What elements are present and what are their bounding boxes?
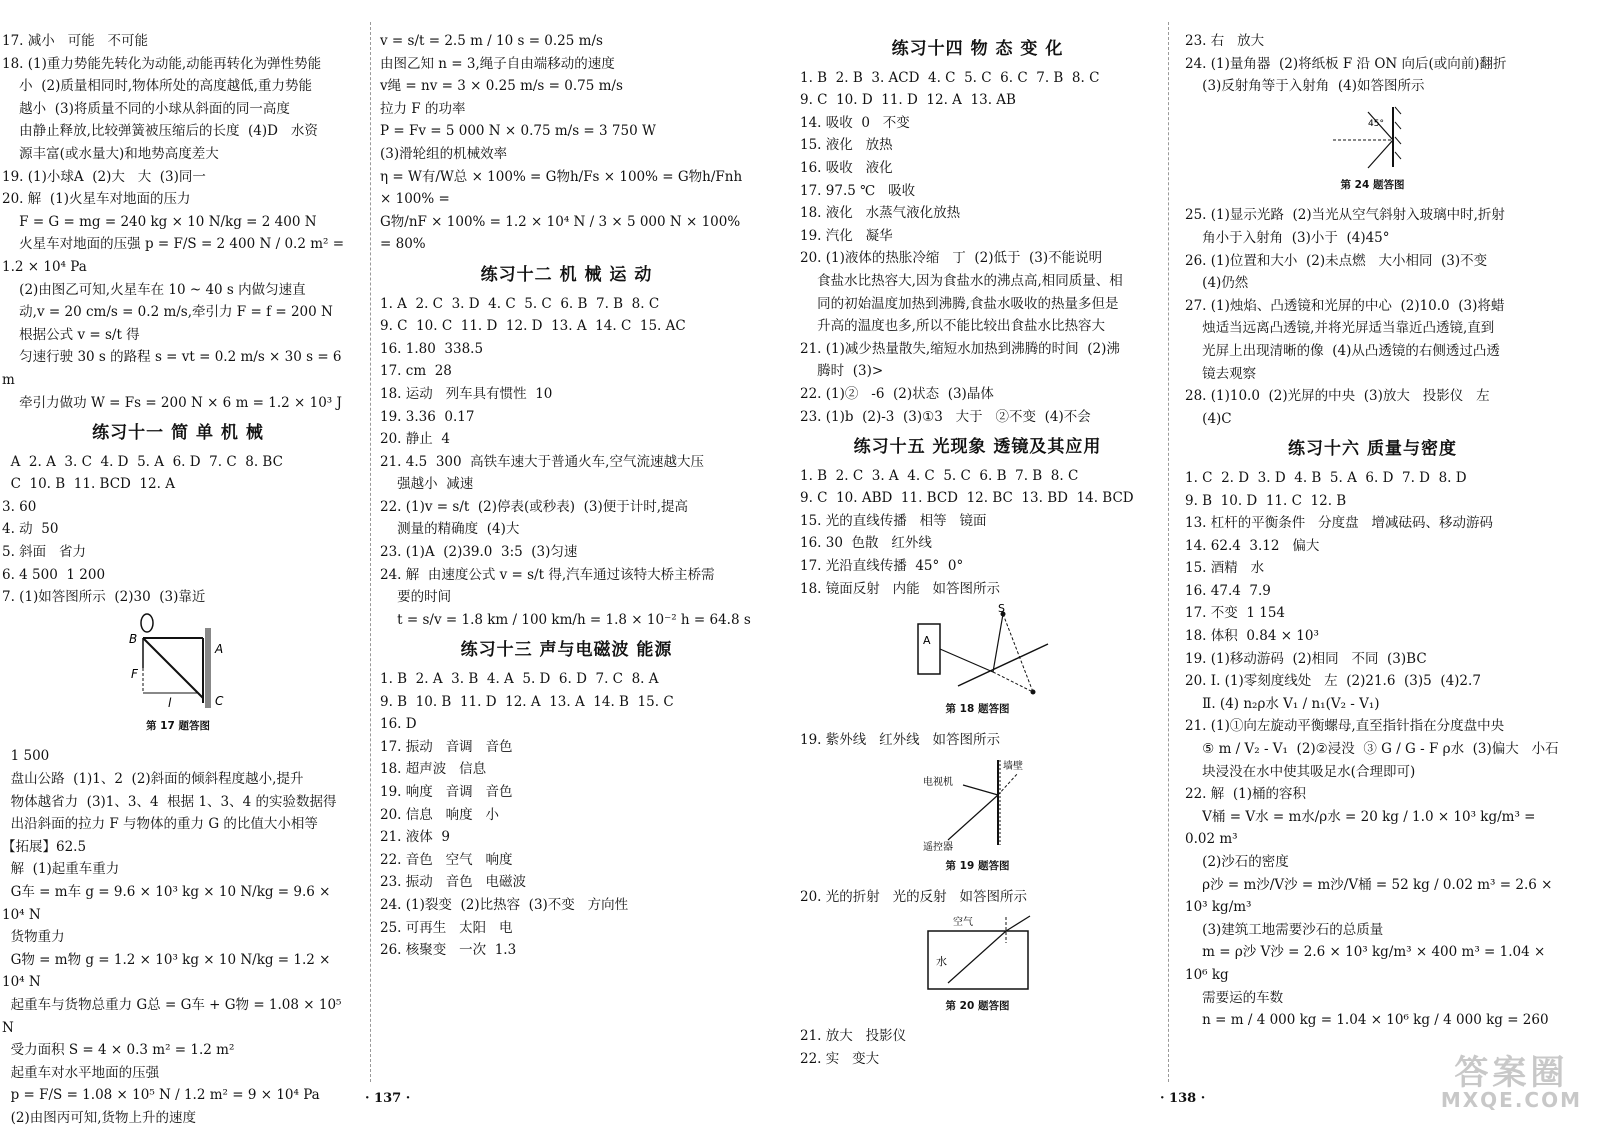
answer-line: 16. 吸收 液化 — [800, 159, 893, 176]
answer-line: 22. 解 (1)桶的容积 — [1185, 786, 1306, 803]
fig19-label-wall: 墙壁 — [1002, 761, 1023, 773]
answer-line: 19. (1)移动游码 (2)相同 不同 (3)BC — [1185, 650, 1427, 667]
fig17-label-b: B — [129, 631, 138, 646]
answer-line: 27. (1)烛焰、凸透镜和光屏的中心 (2)10.0 (3)将蜡 — [1185, 297, 1505, 314]
watermark-line-1: 答案圈 — [1454, 1053, 1569, 1093]
answer-line: 7. (1)如答图所示 (2)30 (3)靠近 — [2, 589, 206, 606]
answer-line: 26. (1)位置和大小 (2)未点燃 大小相同 (3)不变 — [1185, 252, 1488, 269]
answer-line: 18. 液化 水蒸气液化放热 — [800, 205, 961, 222]
figure-20-caption: 第 20 题答图 — [945, 999, 1010, 1012]
answer-line: 6. 4 500 1 200 — [2, 566, 106, 583]
answer-line: 13. 杠杆的平衡条件 分度盘 增减砝码、移动游码 — [1185, 515, 1494, 532]
answers-block-col1-b — [2, 451, 354, 609]
figure-24-reflection-diagram — [1313, 102, 1433, 172]
answer-line: (4)C — [1185, 410, 1232, 427]
answer-line: 16. D — [380, 716, 417, 733]
answer-line: 25. 可再生 太阳 电 — [380, 919, 513, 936]
answer-line: 20. 光的折射 光的反射 如答图所示 — [800, 889, 1028, 906]
fig20-label-water: 水 — [935, 954, 947, 968]
answer-line: 腾时 (3)> — [800, 363, 884, 380]
answer-line: 17. cm 28 — [380, 363, 452, 380]
section-title-14: 练习十四 物 态 变 化 — [891, 39, 1064, 59]
answers-block-col3-b — [800, 465, 1155, 601]
fig18-label-a: A — [922, 634, 931, 648]
answer-line: (3)建筑工地需要沙石的总质量 — [1185, 921, 1384, 938]
answers-block-col4-a — [1185, 30, 1560, 98]
answer-line: 由静止释放,比较弹簧被压缩后的长度 (4)D 水资 — [2, 123, 318, 140]
fig17-label-a: A — [215, 641, 224, 656]
answer-line: 盘山公路 (1)1、2 (2)斜面的倾斜程度越小,提升 — [2, 771, 304, 788]
answer-line: 同的初始温度加热到沸腾,食盐水吸收的热量多但是 — [800, 295, 1119, 312]
right-column-1 — [800, 30, 1155, 1070]
answer-line: 19. (1)小球A (2)大 大 (3)同一 — [2, 168, 206, 185]
answer-line: 20. (1)液体的热胀冷缩 丁 (2)低于 (3)不能说明 — [800, 250, 1103, 267]
answer-line: (2)由图乙可知,火星车在 10 ~ 40 s 内做匀速直 — [2, 281, 306, 298]
answer-line: n = m / 4 000 kg = 1.04 × 10⁶ kg / 4 000 kg = 260 — [1185, 1012, 1549, 1029]
fig17-label-c: C — [215, 693, 224, 708]
answers-block-col4-b — [1185, 204, 1560, 430]
answer-line: 21. (1)①向左旋动平衡螺母,直至指针指在分度盘中央 — [1185, 718, 1505, 735]
figure-19-caption: 第 19 题答图 — [945, 860, 1010, 873]
answer-line: (3)反射角等于入射角 (4)如答图所示 — [1185, 78, 1425, 95]
answer-line: (2)由图丙可知,货物上升的速度 — [2, 1109, 197, 1126]
answer-line: 源丰富(或水量大)和地势高度差大 — [2, 145, 219, 162]
answer-line: 1 500 — [2, 748, 50, 765]
answer-line: 9. C 10. ABD 11. BCD 12. BC 13. BD 14. BCD — [800, 490, 1134, 507]
figure-24-caption: 第 24 题答图 — [1340, 178, 1405, 191]
answer-line: 20. 静止 4 — [380, 431, 450, 448]
answer-line: 17. 不变 1 154 — [1185, 605, 1285, 622]
answer-line: 物体越省力 (3)1、3、4 根据 1、3、4 的实验数据得 — [2, 793, 337, 810]
answer-line: A 2. A 3. C 4. D 5. A 6. D 7. C 8. BC — [2, 453, 283, 470]
answer-line: 受力面积 S = 4 × 0.3 m² = 1.2 m² — [2, 1042, 235, 1059]
answer-line: (2)沙石的密度 — [1185, 854, 1289, 870]
answer-line: m = ρ沙 V沙 = 2.6 × 10³ kg/m³ × 400 m³ = 1.04 × 10⁶ kg — [1185, 944, 1550, 983]
answer-line: (3)滑轮组的机械效率 — [380, 145, 508, 162]
answer-line: 4. 动 50 — [2, 521, 59, 538]
left-column-1 — [2, 30, 354, 1130]
answer-line: 26. 核聚变 一次 1.3 — [380, 942, 517, 959]
answer-line: 解 (1)起重车重力 — [2, 861, 120, 878]
answer-line: 5. 斜面 省力 — [2, 544, 87, 561]
answer-line: 22. (1)v = s/t (2)停表(或秒表) (3)便于计时,提高 — [380, 498, 689, 515]
answer-line: 20. 解 (1)火星车对地面的压力 — [2, 191, 191, 208]
answer-line: p = F/S = 1.08 × 10⁵ N / 1.2 m² = 9 × 10⁴ Pa — [2, 1087, 320, 1104]
answer-line: 17. 减小 可能 不可能 — [2, 33, 149, 49]
answer-line: 火星车对地面的压强 p = F/S = 2 400 N / 0.2 m² = 1.2 × 10⁴ Pa — [2, 236, 349, 275]
answer-line: 21. 液体 9 — [380, 829, 450, 846]
answer-line: 强越小 减速 — [380, 476, 474, 493]
answers-block-col4-c — [1185, 467, 1560, 1032]
figure-17-caption: 第 17 题答图 — [146, 719, 210, 732]
section-title-16: 练习十六 质量与密度 — [1288, 439, 1457, 460]
answers-block-col3-d — [800, 886, 1155, 909]
answer-line: V桶 = V水 = m水/ρ水 = 20 kg / 1.0 × 10³ kg/m³ = 0.02 m³ — [1185, 808, 1540, 848]
answer-line: 1. B 2. C 3. A 4. C 5. C 6. B 7. B 8. C — [800, 467, 1079, 484]
column-divider-right — [1168, 22, 1169, 1082]
left-column-2 — [380, 30, 753, 962]
answer-line: 23. 振动 音色 电磁波 — [380, 874, 527, 891]
answer-line: 28. (1)10.0 (2)光屏的中央 (3)放大 投影仪 左 — [1185, 388, 1490, 405]
answer-line: 21. 4.5 300 高铁车速大于普通火车,空气流速越大压 — [380, 453, 704, 470]
answer-line: 17. 97.5 ℃ 吸收 — [800, 182, 916, 199]
fig19-label-tv: 电视机 — [922, 777, 953, 789]
answer-line: 出沿斜面的拉力 F 与物体的重力 G 的比值大小相等 — [2, 816, 318, 833]
answer-line: 根据公式 v = s/t 得 — [2, 326, 140, 343]
answer-line: 1. A 2. C 3. D 4. C 5. C 6. B 7. B 8. C — [380, 295, 660, 312]
answer-line: 镜去观察 — [1185, 365, 1257, 382]
answer-line: 15. 酒精 水 — [1185, 560, 1265, 577]
answers-block-col3-a — [800, 67, 1155, 429]
answer-line: 越小 (3)将质量不同的小球从斜面的同一高度 — [2, 100, 290, 117]
answer-line: 16. 1.80 338.5 — [380, 340, 484, 357]
answer-line: G物/nF × 100% = 1.2 × 10⁴ N / 3 × 5 000 N × 100% = 80% — [380, 213, 745, 253]
fig19-label-remote: 遥控器 — [922, 842, 953, 854]
answer-line: 1. B 2. B 3. ACD 4. C 5. C 6. C 7. B 8. C — [800, 69, 1100, 86]
answers-block-col2-a — [380, 30, 753, 256]
answer-line: 匀速行驶 30 s 的路程 s = vt = 0.2 m/s × 30 s = 6 m — [2, 349, 346, 388]
answer-line: F = G = mg = 240 kg × 10 N/kg = 2 400 N — [2, 213, 317, 230]
figure-18-caption: 第 18 题答图 — [945, 703, 1010, 716]
section-title-11: 练习十一 简 单 机 械 — [92, 423, 264, 444]
answer-line: 17. 振动 音调 音色 — [380, 738, 513, 755]
answer-line: 19. 紫外线 红外线 如答图所示 — [800, 731, 1001, 748]
answer-line: 19. 响度 音调 音色 — [380, 784, 513, 800]
answers-block-col3-c — [800, 729, 1155, 752]
page-number-right: · 138 · — [1160, 1091, 1206, 1106]
column-divider-left — [370, 22, 371, 1082]
answer-line: ρ沙 = m沙/V沙 = m沙/V桶 = 52 kg / 0.02 m³ = 2.6 × 10³ kg/m³ — [1185, 876, 1557, 916]
answer-line: 需要运的车数 — [1185, 989, 1284, 1006]
watermark-line-2: MXQE.COM — [1440, 1088, 1582, 1112]
answer-line: 货物重力 — [2, 929, 65, 946]
answer-line: v = s/t = 2.5 m / 10 s = 0.25 m/s — [380, 33, 603, 49]
answer-line: Ⅱ. (4) n₂ρ水 V₁ / n₁(V₂ - V₁) — [1185, 695, 1380, 712]
answer-line: 15. 光的直线传播 相等 镜面 — [800, 512, 987, 529]
right-column-2 — [1185, 30, 1560, 1032]
figure-18-mirror-diagram — [898, 604, 1058, 696]
answer-line: 要的时间 — [380, 589, 452, 606]
answer-line: (4)仍然 — [1185, 275, 1249, 292]
figure-20-refraction-diagram — [908, 913, 1048, 993]
answer-line: 块浸没在水中使其吸足水(合理即可) — [1185, 763, 1416, 780]
figure-19-remote-diagram — [903, 755, 1053, 853]
answers-block-col3-e — [800, 1025, 1155, 1070]
answer-line: 24. (1)量角器 (2)将纸板 F 沿 ON 向后(或向前)翻折 — [1185, 55, 1507, 72]
answer-line: 起重车与货物总重力 G总 = G车 + G物 = 1.08 × 10⁵ N — [2, 996, 346, 1036]
answer-line: 22. 实 变大 — [800, 1050, 880, 1067]
answer-line: 9. B 10. B 11. D 12. A 13. A 14. B 15. C — [380, 693, 674, 710]
fig17-label-f: F — [131, 666, 138, 681]
answer-line: 23. (1)b (2)-3 (3)①3 大于 ②不变 (4)不会 — [800, 408, 1091, 425]
answer-line: v绳 = nv = 3 × 0.25 m/s = 0.75 m/s — [380, 78, 623, 95]
answer-line: 21. (1)减少热量散失,缩短水加热到沸腾的时间 (2)沸 — [800, 340, 1120, 357]
answer-line: 23. (1)A (2)39.0 3:5 (3)匀速 — [380, 544, 578, 561]
answer-line: 9. B 10. D 11. C 12. B — [1185, 492, 1347, 509]
fig17-label-l: l — [168, 695, 172, 710]
answer-line: 14. 62.4 3.12 偏大 — [1185, 537, 1320, 554]
answer-line: 18. 体积 0.84 × 10³ — [1185, 628, 1319, 645]
answer-line: G物 = m物 g = 1.2 × 10³ kg × 10 N/kg = 1.2 × 10⁴ N — [2, 951, 335, 991]
answer-line: 1. B 2. A 3. B 4. A 5. D 6. D 7. C 8. A — [380, 671, 659, 688]
fig20-label-air: 空气 — [952, 916, 973, 928]
answer-line: 光屏上出现清晰的像 (4)从凸透镜的右侧透过凸透 — [1185, 342, 1500, 359]
section-title-12: 练习十二 机 械 运 动 — [480, 264, 653, 285]
answer-line: 9. C 10. D 11. D 12. A 13. AB — [800, 92, 1016, 109]
answer-line: 18. 镜面反射 内能 如答图所示 — [800, 580, 1001, 597]
fig24-angle-label: 45° — [1367, 118, 1384, 129]
answers-block-col2-b — [380, 293, 753, 632]
answer-line: 24. (1)裂变 (2)比热容 (3)不变 方向性 — [380, 896, 629, 913]
section-title-15: 练习十五 光现象 透镜及其应用 — [853, 437, 1102, 458]
answer-line: 15. 液化 放热 — [800, 137, 893, 154]
answer-line: 16. 30 色散 红外线 — [800, 535, 932, 552]
answer-line: 升高的温度也多,所以不能比较出食盐水比热容大 — [800, 318, 1105, 335]
fig18-label-s: S — [997, 604, 1005, 616]
section-title-13: 练习十三 声与电磁波 能源 — [460, 640, 673, 661]
answer-line: 牵引力做功 W = Fs = 200 N × 6 m = 1.2 × 10³ J — [2, 394, 342, 411]
answer-line: 16. 47.4 7.9 — [1185, 582, 1271, 599]
answer-line: 20. 信息 响度 小 — [380, 806, 500, 823]
answer-line: 18. (1)重力势能先转化为动能,动能再转化为弹性势能 — [2, 55, 322, 72]
answer-line: t = s/v = 1.8 km / 100 km/h = 1.8 × 10⁻² h = 64.8 s — [380, 611, 751, 628]
answer-line: 19. 3.36 0.17 — [380, 408, 475, 425]
watermark — [1440, 1053, 1582, 1112]
answer-line: 14. 吸收 0 不变 — [800, 114, 910, 131]
answer-line: 22. 音色 空气 响度 — [380, 851, 513, 868]
answer-line: 烛适当远离凸透镜,并将光屏适当靠近凸透镜,直到 — [1185, 320, 1495, 337]
answer-line: 9. C 10. C 11. D 12. D 13. A 14. C 15. AC — [380, 318, 686, 335]
answer-line: 食盐水比热容大,因为食盐水的沸点高,相同质量、相 — [800, 272, 1123, 289]
answers-block-col2-c — [380, 668, 753, 962]
answer-line: 起重车对水平地面的压强 — [2, 1064, 160, 1081]
answer-line: 24. 解 由速度公式 v = s/t 得,汽车通过该特大桥主桥需 — [380, 566, 715, 583]
answer-line: 20. Ⅰ. (1)零刻度线处 左 (2)21.6 (3)5 (4)2.7 — [1185, 673, 1481, 690]
figure-17-lever-diagram — [113, 613, 243, 713]
answer-line: P = Fv = 5 000 N × 0.75 m/s = 3 750 W — [380, 123, 656, 140]
answer-line: 1. C 2. D 3. D 4. B 5. A 6. D 7. D 8. D — [1185, 469, 1467, 486]
answers-block-col1-c — [2, 745, 354, 1129]
answer-line: 拉力 F 的功率 — [380, 100, 466, 117]
answer-line: 小 (2)质量相同时,物体所处的高度越低,重力势能 — [2, 78, 312, 95]
answer-line: 22. (1)② -6 (2)状态 (3)晶体 — [800, 385, 994, 402]
answer-line: 动,v = 20 cm/s = 0.2 m/s,牵引力 F = f = 200 N — [2, 304, 333, 321]
answer-line: 23. 右 放大 — [1185, 33, 1265, 49]
answer-line: 【拓展】62.5 — [2, 838, 87, 855]
answer-line: 21. 放大 投影仪 — [800, 1028, 907, 1045]
answer-line: 角小于入射角 (3)小于 (4)45° — [1185, 229, 1390, 246]
answer-line: 18. 运动 列车具有惯性 10 — [380, 385, 553, 402]
answer-line: 18. 超声波 信息 — [380, 761, 487, 778]
answers-block-col1-a — [2, 30, 354, 414]
answer-line: ⑤ m / V₂ - V₁ (2)②浸没 ③ G / G - F ρ水 (3)偏大 小石 — [1185, 741, 1559, 758]
answer-line: 3. 60 — [2, 498, 37, 515]
page-number-left: · 137 · — [365, 1091, 411, 1106]
answer-line: 测量的精确度 (4)大 — [380, 521, 520, 538]
answer-line: 25. (1)显示光路 (2)当光从空气斜射入玻璃中时,折射 — [1185, 207, 1505, 224]
answer-line: G车 = m车 g = 9.6 × 10³ kg × 10 N/kg = 9.6 × 10⁴ N — [2, 884, 335, 923]
answer-line: 19. 汽化 凝华 — [800, 227, 893, 244]
answer-line: C 10. B 11. BCD 12. A — [2, 476, 175, 493]
answer-line: η = W有/W总 × 100% = G物h/Fs × 100% = G物h/Fnh × 100% = — [380, 168, 747, 208]
answer-line: 由图乙知 n = 3,绳子自由端移动的速度 — [380, 55, 615, 72]
answer-line: 17. 光沿直线传播 45° 0° — [800, 558, 964, 575]
